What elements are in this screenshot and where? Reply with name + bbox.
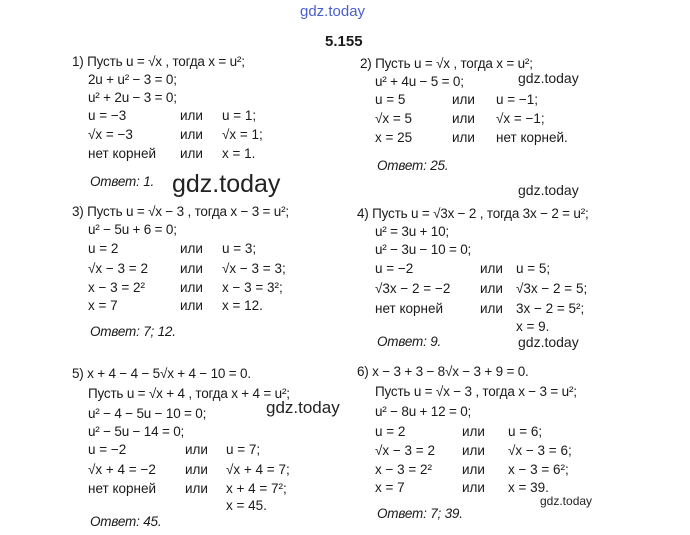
case-right: √3x − 2 = 5; — [516, 281, 588, 296]
case-right: x − 3 = 3²; — [222, 280, 283, 295]
case-or: или — [185, 481, 208, 496]
case-left: √x + 4 = −2 — [88, 462, 156, 477]
case-or: или — [180, 261, 203, 276]
watermark-small: gdz.today — [518, 334, 579, 350]
problem-header: 4) Пусть u = √3x − 2 , тогда 3x − 2 = u²; — [357, 206, 589, 221]
equation-line: u² − 8u + 12 = 0; — [375, 404, 472, 419]
case-or: или — [480, 261, 503, 276]
equation-line: u² − 5u + 6 = 0; — [88, 222, 177, 237]
problem-header: 5) x + 4 − 4 − 5√x + 4 − 10 = 0. — [72, 366, 251, 381]
case-or: или — [480, 301, 503, 316]
problem-header: 6) x − 3 + 3 − 8√x − 3 + 9 = 0. — [357, 364, 529, 379]
answer: Ответ: 25. — [377, 158, 449, 173]
case-right: u = −1; — [496, 92, 539, 107]
case-or: или — [462, 443, 485, 458]
case-right: u = 7; — [226, 442, 261, 457]
case-right: x = 1. — [222, 146, 256, 161]
answer: Ответ: 9. — [377, 334, 442, 349]
case-right: u = 1; — [222, 108, 257, 123]
case-or: или — [452, 130, 475, 145]
case-or: или — [185, 462, 208, 477]
answer: Ответ: 45. — [90, 514, 162, 529]
answer: Ответ: 7; 12. — [90, 324, 176, 339]
case-right: √x − 3 = 6; — [508, 443, 572, 458]
case-left: √x = −3 — [88, 127, 133, 142]
watermark-large: gdz.today — [172, 170, 281, 198]
equation-line: u² − 3u − 10 = 0; — [375, 242, 472, 257]
equation-line: u² − 4 − 5u − 10 = 0; — [88, 406, 207, 421]
case-or: или — [452, 111, 475, 126]
case-right: u = 3; — [222, 241, 257, 256]
case-right: x = 45. — [226, 498, 267, 513]
watermark-medium: gdz.today — [266, 398, 340, 417]
case-or: или — [462, 424, 485, 439]
case-or: или — [185, 442, 208, 457]
case-right: √x + 4 = 7; — [226, 462, 290, 477]
case-left: u = 2 — [88, 241, 119, 256]
case-right: x + 4 = 7²; — [226, 481, 287, 496]
case-left: √x = 5 — [375, 111, 413, 126]
watermark-top: gdz.today — [300, 3, 366, 20]
problem-header: 2) Пусть u = √x , тогда x = u²; — [360, 56, 533, 71]
case-or: или — [462, 462, 485, 477]
case-right: 3x − 2 = 5²; — [516, 301, 585, 316]
case-left: x = 25 — [375, 130, 413, 145]
watermark-small: gdz.today — [540, 494, 593, 508]
watermark-small: gdz.today — [518, 182, 579, 198]
case-left: u = 2 — [375, 424, 406, 439]
case-left: x − 3 = 2² — [375, 462, 433, 477]
equation-line: u² − 5u − 14 = 0; — [88, 424, 185, 439]
equation-line: u² + 4u − 5 = 0; — [375, 74, 464, 89]
case-left: нет корней — [88, 481, 157, 496]
case-right: √x − 3 = 3; — [222, 261, 286, 276]
case-right: x − 3 = 6²; — [508, 462, 569, 477]
problem-header: 3) Пусть u = √x − 3 , тогда x − 3 = u²; — [72, 204, 289, 219]
case-left: x − 3 = 2² — [88, 280, 146, 295]
case-or: или — [180, 108, 203, 123]
case-or: или — [180, 241, 203, 256]
case-left: u = −2 — [375, 261, 414, 276]
case-right: √x = −1; — [496, 111, 545, 126]
case-left: u = −3 — [88, 108, 127, 123]
answer: Ответ: 1. — [90, 174, 155, 189]
answer: Ответ: 7; 39. — [377, 506, 463, 521]
case-left: √x − 3 = 2 — [88, 261, 148, 276]
case-or: или — [480, 281, 503, 296]
case-or: или — [452, 92, 475, 107]
case-right: u = 6; — [508, 424, 543, 439]
case-left: √x − 3 = 2 — [375, 443, 435, 458]
exercise-number: 5.155 — [325, 33, 363, 50]
equation-line: 2u + u² − 3 = 0; — [88, 72, 177, 87]
case-or: или — [180, 146, 203, 161]
equation-line: u² = 3u + 10; — [375, 224, 449, 239]
case-right: x = 12. — [222, 298, 263, 313]
case-right: x = 9. — [516, 319, 550, 334]
equation-line: u² + 2u − 3 = 0; — [88, 90, 177, 105]
case-right: √x = 1; — [222, 127, 263, 142]
case-or: или — [462, 480, 485, 495]
equation-line: Пусть u = √x − 3 , тогда x − 3 = u²; — [375, 384, 577, 399]
equation-line: Пусть u = √x + 4 , тогда x + 4 = u²; — [88, 386, 290, 401]
case-right: u = 5; — [516, 261, 551, 276]
case-left: x = 7 — [375, 480, 405, 495]
case-right: нет корней. — [496, 130, 568, 145]
problem-header: 1) Пусть u = √x , тогда x = u²; — [72, 54, 245, 69]
case-left: нет корней — [88, 146, 157, 161]
case-or: или — [180, 280, 203, 295]
case-left: √3x − 2 = −2 — [375, 281, 451, 296]
case-left: u = −2 — [88, 442, 127, 457]
case-or: или — [180, 127, 203, 142]
case-right: x = 39. — [508, 480, 549, 495]
case-or: или — [180, 298, 203, 313]
case-left: x = 7 — [88, 298, 118, 313]
case-left: u = 5 — [375, 92, 406, 107]
case-left: нет корней — [375, 301, 444, 316]
watermark-small: gdz.today — [518, 70, 579, 86]
